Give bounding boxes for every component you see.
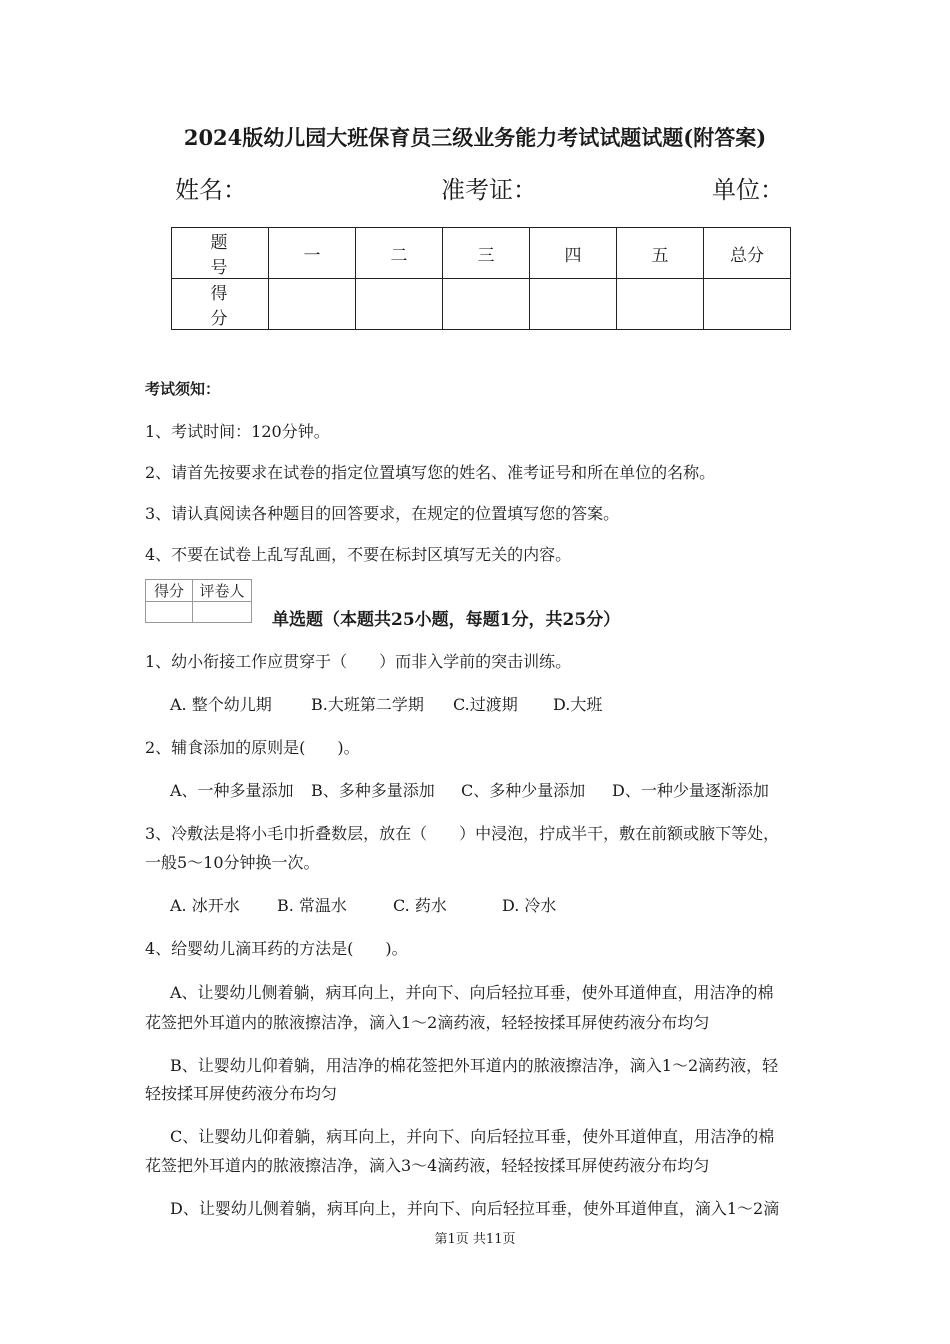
option: B.大班第二学期 bbox=[311, 695, 424, 714]
option: C、让婴幼儿仰着躺，病耳向上，并向下、向后轻拉耳垂，使外耳道伸直，用洁净的棉 bbox=[170, 1127, 775, 1146]
score-cell[interactable] bbox=[443, 279, 530, 330]
question-stem: 3、冷敷法是将小毛巾折叠数层，放在（ ）中浸泡，拧成半干，敷在前额或腋下等处， bbox=[145, 824, 780, 843]
option: B. 常温水 bbox=[277, 896, 347, 915]
option-continued: 轻按揉耳屏使药液分布均匀 bbox=[145, 1084, 338, 1103]
score-header-cell: 五 bbox=[617, 228, 704, 279]
page-footer: 第1页 共11页 bbox=[434, 1232, 516, 1247]
score-header-cell: 四 bbox=[530, 228, 617, 279]
section-title: 单选题（本题共25小题，每题1分，共25分） bbox=[272, 610, 621, 630]
option: D. 冷水 bbox=[502, 896, 557, 915]
option: B、让婴幼儿仰着躺，用洁净的棉花签把外耳道内的脓液擦洁净，滴入1～2滴药液，轻 bbox=[170, 1056, 779, 1075]
grader-name-cell[interactable] bbox=[193, 602, 252, 623]
notice-item: 1、考试时间：120分钟。 bbox=[145, 422, 330, 441]
option: D.大班 bbox=[553, 695, 603, 714]
option: C. 药水 bbox=[393, 896, 447, 915]
question-stem: 4、给婴幼儿滴耳药的方法是( )。 bbox=[145, 939, 408, 958]
option: C.过渡期 bbox=[453, 695, 518, 714]
question-stem-continued: 一般5～10分钟换一次。 bbox=[145, 853, 320, 872]
notice-item: 4、不要在试卷上乱写乱画，不要在标封区填写无关的内容。 bbox=[145, 545, 572, 564]
score-header-cell: 题 号 bbox=[172, 228, 269, 279]
question-stem: 1、幼小衔接工作应贯穿于（ ）而非入学前的突击训练。 bbox=[145, 652, 572, 671]
notice-item: 2、请首先按要求在试卷的指定位置填写您的姓名、准考证号和所在单位的名称。 bbox=[145, 463, 716, 482]
score-header-cell: 一 bbox=[269, 228, 356, 279]
exam-id-label: 准考证： bbox=[441, 176, 537, 204]
option-continued: 花签把外耳道内的脓液擦洁净，滴入1～2滴药液，轻轻按揉耳屏使药液分布均匀 bbox=[145, 1013, 710, 1032]
score-table-score-row bbox=[172, 279, 791, 330]
grader-score-label: 得分 bbox=[146, 580, 193, 602]
option: A、让婴幼儿侧着躺，病耳向上，并向下、向后轻拉耳垂，使外耳道伸直，用洁净的棉 bbox=[170, 983, 774, 1002]
page-title: 2024版幼儿园大班保育员三级业务能力考试试题试题(附答案) bbox=[183, 125, 767, 150]
question-stem: 2、辅食添加的原则是( )。 bbox=[145, 738, 360, 757]
score-cell[interactable] bbox=[617, 279, 704, 330]
option: A. 整个幼儿期 bbox=[170, 695, 272, 714]
grader-box bbox=[145, 579, 252, 623]
unit-label: 单位： bbox=[712, 176, 784, 204]
score-cell[interactable] bbox=[704, 279, 791, 330]
option: C、多种少量添加 bbox=[461, 781, 586, 800]
score-table-header-row bbox=[172, 228, 791, 279]
score-table bbox=[171, 227, 791, 330]
option: B、多种多量添加 bbox=[311, 781, 435, 800]
grader-name-label: 评卷人 bbox=[193, 580, 252, 602]
score-cell[interactable] bbox=[356, 279, 443, 330]
option: A、一种多量添加 bbox=[170, 781, 294, 800]
option: A. 冰开水 bbox=[170, 896, 240, 915]
score-cell[interactable] bbox=[269, 279, 356, 330]
option-continued: 花签把外耳道内的脓液擦洁净，滴入3～4滴药液，轻轻按揉耳屏使药液分布均匀 bbox=[145, 1156, 710, 1175]
score-row-label: 得 分 bbox=[172, 279, 269, 330]
notice-heading: 考试须知： bbox=[145, 380, 221, 398]
score-header-cell: 总分 bbox=[704, 228, 791, 279]
option: D、让婴幼儿侧着躺，病耳向上，并向下、向后轻拉耳垂，使外耳道伸直，滴入1～2滴 bbox=[170, 1199, 780, 1218]
name-label: 姓名： bbox=[175, 176, 247, 204]
notice-item: 3、请认真阅读各种题目的回答要求，在规定的位置填写您的答案。 bbox=[145, 504, 620, 523]
option: D、一种少量逐渐添加 bbox=[612, 781, 769, 800]
score-header-cell: 三 bbox=[443, 228, 530, 279]
grader-score-cell[interactable] bbox=[146, 602, 193, 623]
score-header-cell: 二 bbox=[356, 228, 443, 279]
score-cell[interactable] bbox=[530, 279, 617, 330]
